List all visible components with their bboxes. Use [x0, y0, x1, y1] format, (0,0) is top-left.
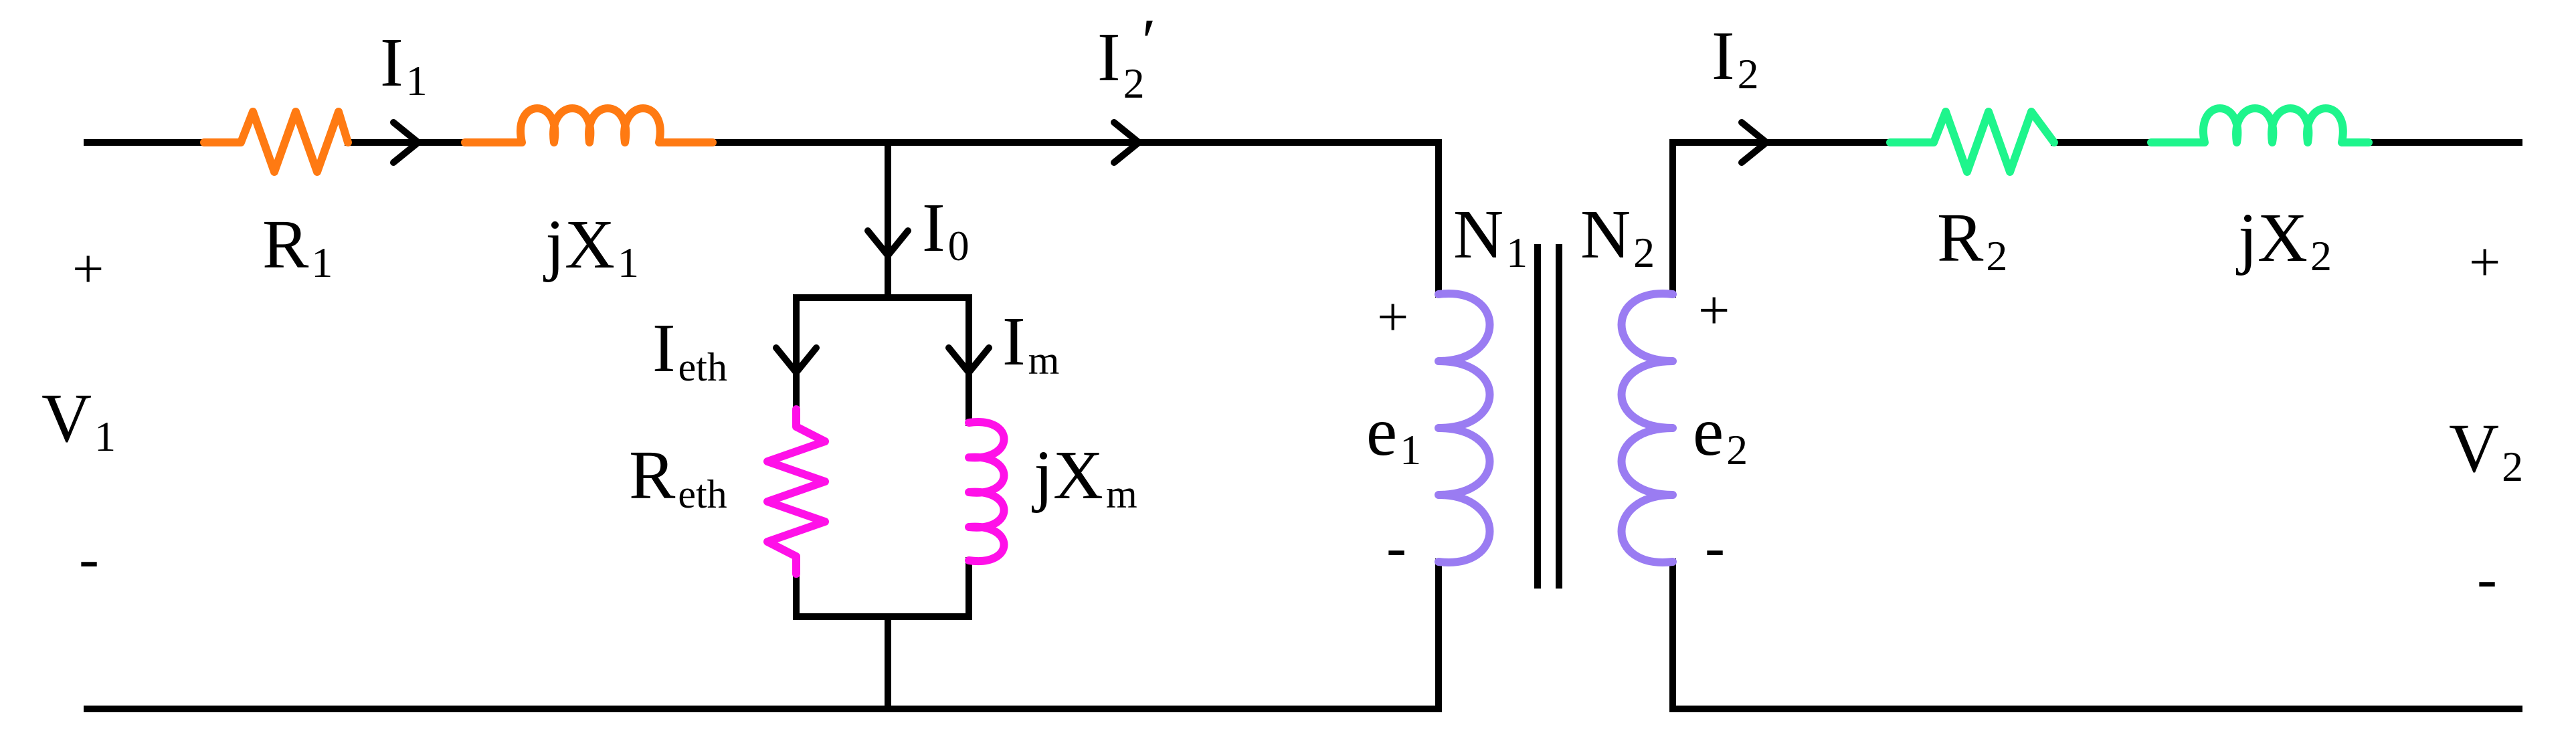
label-i1: I1 [380, 24, 428, 104]
secondary-resistor-r2 [1890, 112, 2054, 172]
wires [87, 142, 2519, 709]
secondary-minus-sign: - [2477, 546, 2497, 612]
label-r1: R1 [262, 206, 333, 286]
magnetizing-reactance-jxm [969, 422, 1004, 561]
primary-reactance-jx1 [465, 108, 713, 142]
arrow-i2 [1740, 122, 1766, 163]
secondary-top-wire-left [1673, 142, 1890, 294]
label-jx2: jX2 [2238, 199, 2332, 280]
primary-coil-n1 [1439, 294, 1490, 562]
primary-top-wire-right [713, 142, 1439, 294]
label-v1: V1 [41, 380, 116, 460]
secondary-bottom-wire [1673, 562, 2519, 709]
label-jx1: jX1 [545, 206, 639, 286]
primary-plus-sign: + [72, 238, 104, 300]
primary-minus-sign: - [79, 526, 99, 592]
secondary-plus-sign: + [2469, 231, 2501, 294]
label-im: Im [1002, 303, 1060, 383]
label-e2: e2 [1693, 393, 1748, 473]
core-loss-resistor-reth [767, 409, 825, 574]
e1-plus-sign: + [1377, 286, 1409, 348]
secondary-reactance-jx2 [2151, 108, 2369, 142]
label-e1: e1 [1366, 393, 1422, 473]
label-i0: I0 [922, 189, 970, 270]
label-n2: N2 [1580, 196, 1655, 276]
label-r2: R2 [1937, 199, 2008, 280]
secondary-coil-n2 [1622, 294, 1673, 562]
label-reth: Reth [629, 437, 727, 516]
primary-resistor-r1 [204, 112, 348, 172]
e1-minus-sign: - [1386, 514, 1406, 580]
label-i2-prime: $I_2'$ [1097, 5, 1156, 107]
label-jxm: jXm [1034, 437, 1137, 516]
label-n1: N1 [1453, 196, 1528, 276]
arrow-i1 [393, 122, 418, 163]
e2-minus-sign: - [1705, 514, 1725, 580]
label-i2: I2 [1712, 17, 1759, 98]
primary-bottom-wire [87, 562, 1439, 709]
e2-plus-sign: + [1698, 280, 1730, 342]
label-ieth: Ieth [652, 310, 727, 389]
label-v2: V2 [2449, 410, 2524, 490]
